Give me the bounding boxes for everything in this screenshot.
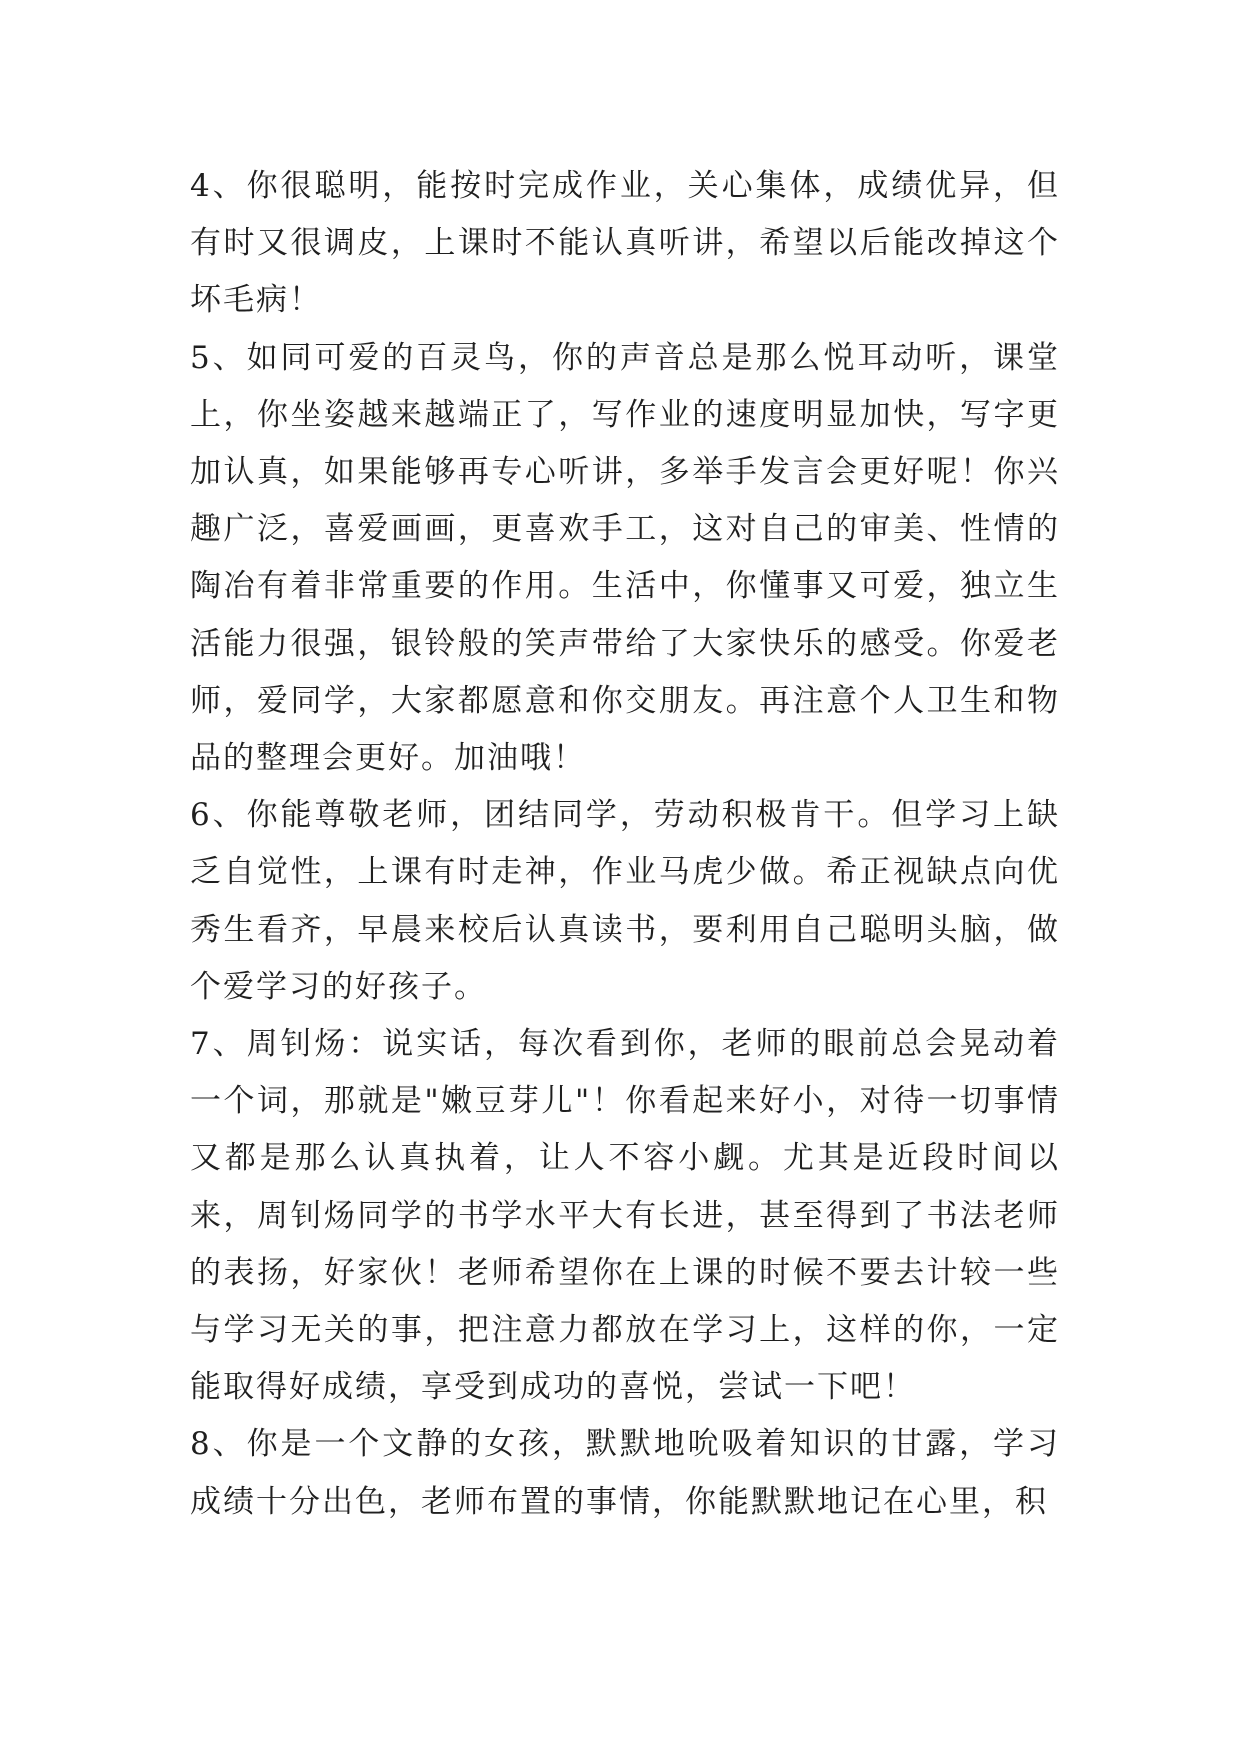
document-body bbox=[190, 158, 1060, 1531]
comment-entry-6: 6、你能尊敬老师，团结同学，劳动积极肯干。但学习上缺乏自觉性，上课有时走神，作业马虎少做。希正视缺点向优秀生看齐，早晨来校后认真读书，要利用自己聪明头脑，做个爱学习的好孩子。 bbox=[190, 797, 1060, 1005]
comment-entry-5: 5、如同可爱的百灵鸟，你的声音总是那么悦耳动听，课堂上，你坐姿越来越端正了，写作业的速度明显加快，写字更加认真，如果能够再专心听讲，多举手发言会更好呢！你兴趣广泛，喜爱画画，更喜欢手工，这对自己的审美、性情的陶冶有着非常重要的作用。生活中，你懂事又可爱，独立生活能力很强，银铃般的笑声带给了大家快乐的感受。你爱老师，爱同学，大家都愿意和你交朋友。再注意个人卫生和物品的整理会更好。加油哦！ bbox=[190, 339, 1060, 777]
comment-entry-4: 4、你很聪明，能按时完成作业，关心集体，成绩优异，但有时又很调皮，上课时不能认真听讲，希望以后能改掉这个坏毛病！ bbox=[190, 168, 1060, 319]
comment-entry-8: 8、你是一个文静的女孩，默默地吮吸着知识的甘露，学习成绩十分出色，老师布置的事情，你能默默地记在心里，积 bbox=[190, 1426, 1060, 1520]
comment-entry-7: 7、周钊炀：说实话，每次看到你，老师的眼前总会晃动着一个词，那就是"嫩豆芽儿"！你看起来好小，对待一切事情又都是那么认真执着，让人不容小觑。尤其是近段时间以来，周钊炀同学的书学水平大有长进，甚至得到了书法老师的表扬，好家伙！老师希望你在上课的时候不要去计较一些与学习无关的事，把注意力都放在学习上，这样的你，一定能取得好成绩，享受到成功的喜悦，尝试一下吧！ bbox=[190, 1026, 1060, 1406]
